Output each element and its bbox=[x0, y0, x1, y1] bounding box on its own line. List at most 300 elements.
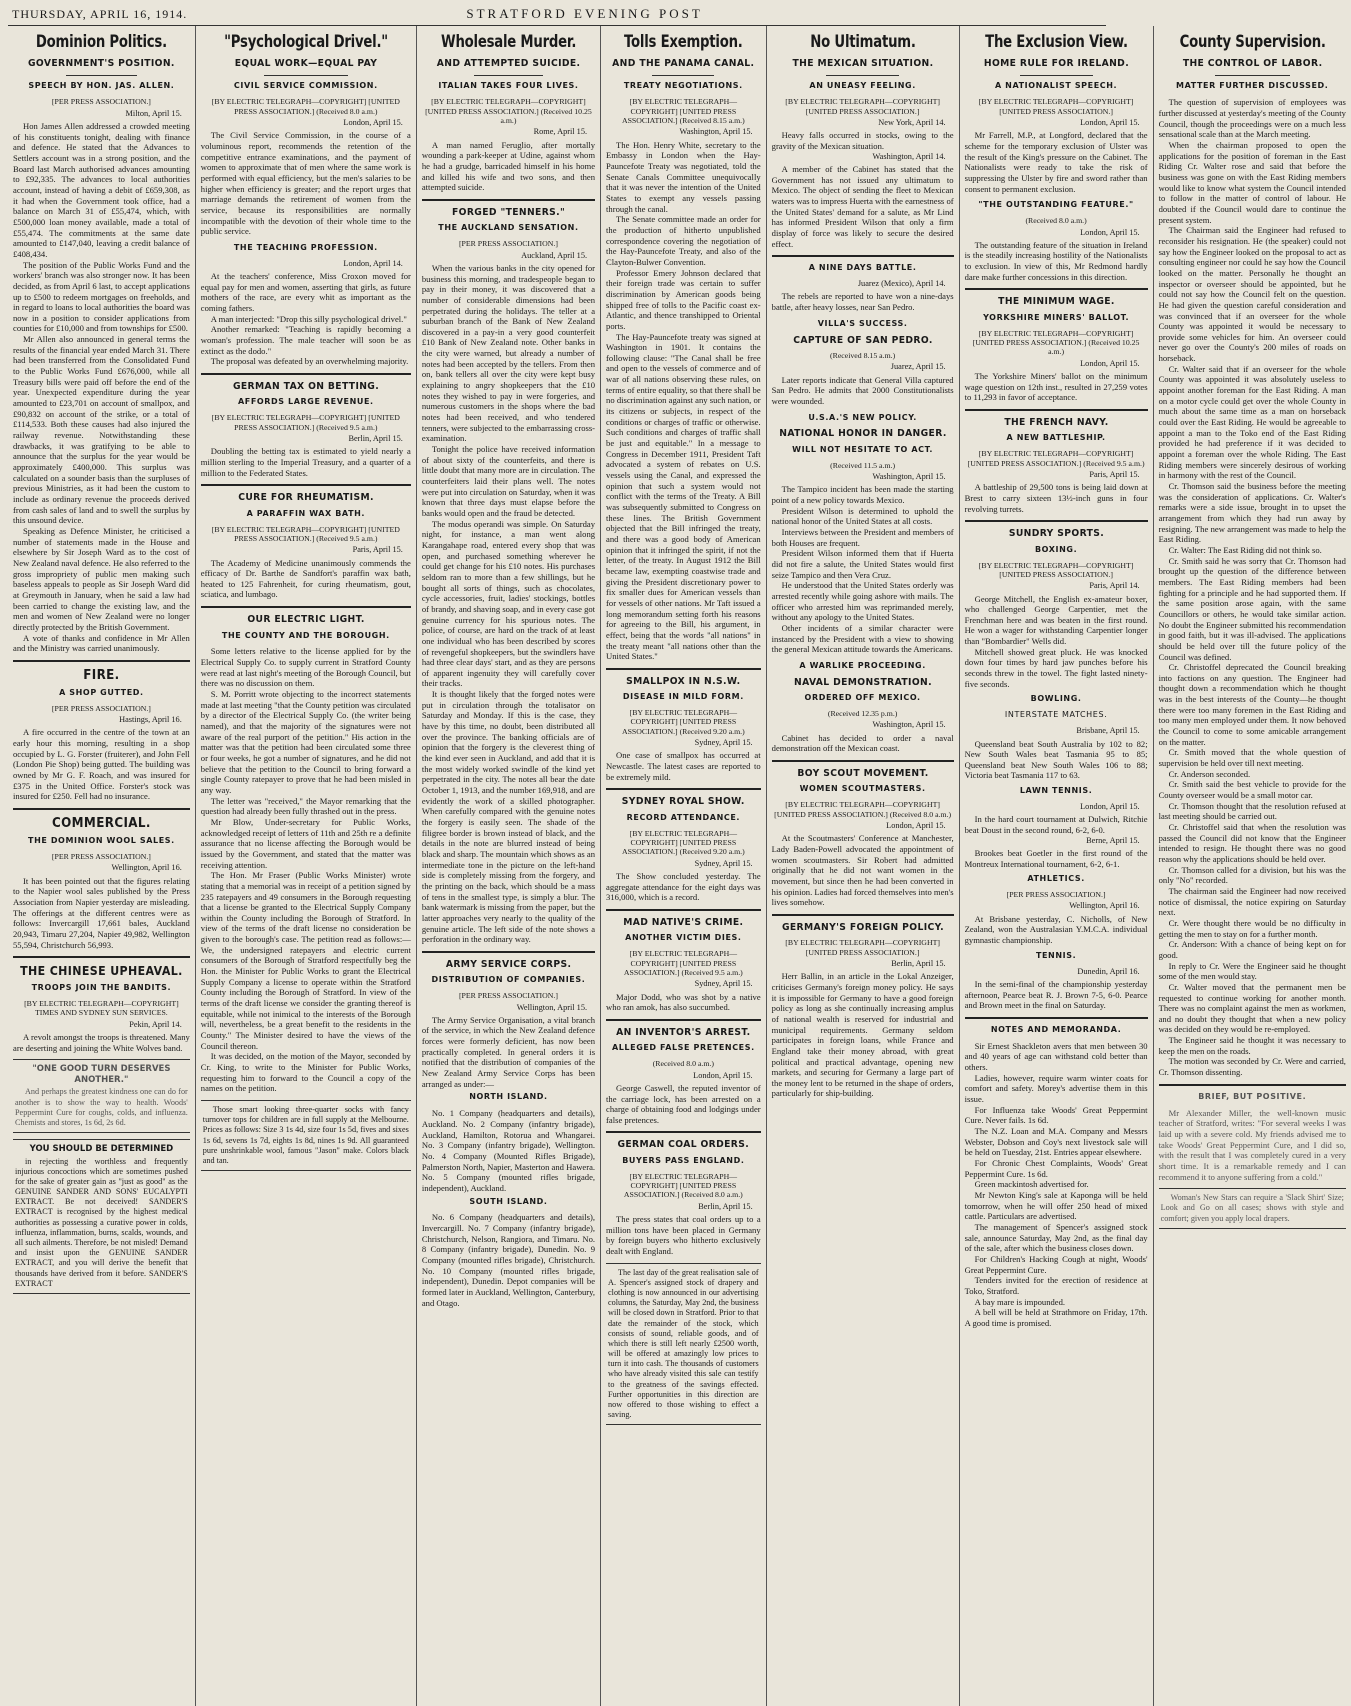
advert-body: Woman's New Stars can require a 'Slack Shirt' Size; Look and Go on all cases; shows with style and comfort; given you apply local drapers. bbox=[1160, 1193, 1344, 1223]
headline: AN INVENTOR'S ARREST. bbox=[616, 1026, 751, 1038]
paragraph: One case of smallpox has occurred at Newcastle. The latest cases are reported to be extremely mild. bbox=[606, 750, 761, 782]
headline: THE FRENCH NAVY. bbox=[1003, 417, 1109, 429]
headline: THE CHINESE UPHEAVAL. bbox=[20, 964, 183, 979]
article-tolls-exemption bbox=[606, 32, 761, 662]
article-boy-scout bbox=[772, 768, 954, 908]
paragraph: The Army Service Organisation, a vital branch of the service, in which the New Zealand defence forces were formerly deficient, has now been practically completed. In general orders it is notified that the distribution of companies of the New Zealand Army Service Corps has been arranged as under:— bbox=[421, 1014, 596, 1089]
credit-line: (Received 8.15 a.m.) bbox=[830, 350, 896, 360]
paragraph: The Senate committee made an order for the production of hitherto unpublished correspondence covering the negotiation of the Hay-Pauncefote Treaty, and also of the Clayton-Bulwer Convention. bbox=[606, 214, 761, 267]
section-rule bbox=[201, 484, 411, 486]
subheadline-2: A NATIONALIST SPEECH. bbox=[994, 81, 1118, 91]
advert-body: in rejecting the worthless and frequently injurious concoctions which are sometimes pushed for the sake of greater gain as "just as good" as the GENUINE SANDER AND SONS' EUCALYPTI EXTRACT. Be not deceived! SANDER'S EXTRACT is recognised by the highest medical authorities as possessing a curative power in colds, influenza, inflammation, burns, scalds, wounds, and all such ailments. Therefore, be not misled! Demand and insist upon the GENUINE SANDER EXTRACT, and you will derive the benefit that thousands have derived from it before. SANDER'S EXTRACT bbox=[15, 1156, 188, 1288]
dateline: Juarez (Mexico), April 14. bbox=[857, 279, 946, 289]
section-rule bbox=[13, 956, 190, 958]
advertisement bbox=[606, 1263, 761, 1426]
paragraph: Cr. Smith said the best vehicle to provide for the County overseer would be a small motor car. bbox=[1158, 779, 1346, 801]
article-notes-memoranda bbox=[965, 1025, 1148, 1329]
headline: GERMAN TAX ON BETTING. bbox=[232, 381, 379, 392]
subheadline: EQUAL WORK—EQUAL PAY bbox=[234, 58, 378, 70]
column-6 bbox=[960, 26, 1154, 1706]
advert-heading: YOU SHOULD BE DETERMINED bbox=[29, 1144, 174, 1155]
advert-body: The last day of the great realisation sale of A. Spencer's assigned stock of drapery and clothing is now announced in our advertising columns, the Saturday, May 2nd, the business will be closed down in Stratford. Prior to that date the remainder of the stock, which consists of sound, reliable goods, and of which there is still left nearly £2500 worth, will be offered at amazingly low prices to turn it into cash. The thousands of customers who have already visited this sale can testify to the greatness of the savings effected. Further opportunities in this direction are now offered to those wishing to effect a saving. bbox=[608, 1267, 759, 1420]
subheadline: THE DOMINION WOOL SALES. bbox=[28, 836, 175, 846]
dateline: New York, April 14. bbox=[878, 118, 946, 128]
credit-line: [BY ELECTRIC TELEGRAPH—COPYRIGHT] [UNITED PRESS ASSOCIATION.] (Received 9.5 a.m.) bbox=[211, 524, 400, 543]
column-2 bbox=[196, 26, 417, 1706]
credit-line: [BY ELECTRIC TELEGRAPH—COPYRIGHT] [UNITED PRESS ASSOCIATION.] (Received 9.5 a.m.) bbox=[623, 949, 743, 977]
section-rule bbox=[1159, 1084, 1346, 1086]
dateline: Berlin, April 15. bbox=[348, 433, 403, 443]
credit-line: [PER PRESS ASSOCIATION.] bbox=[51, 703, 151, 713]
section-label: NORTH ISLAND. bbox=[469, 1092, 548, 1102]
subheadline: A SHOP GUTTED. bbox=[59, 687, 144, 697]
headline: SUNDRY SPORTS. bbox=[1008, 528, 1104, 540]
paragraph: Mr Newton King's sale at Kaponga will be held tomorrow, when he will offer 250 head of mixed cattle. Particulars are advertised. bbox=[964, 1189, 1148, 1222]
paragraph: Major Dodd, who was shot by a native who ran amok, has also succumbed. bbox=[606, 991, 761, 1013]
divider bbox=[652, 75, 714, 76]
paragraph: Sir Ernest Shackleton avers that men between 30 and 40 years of age can withstand cold better than others. bbox=[964, 1040, 1148, 1073]
paragraph: Ladies, however, require warm winter coats for comfort and safety. Morey's advertise them in this issue. bbox=[964, 1072, 1148, 1105]
paragraph: It is thought likely that the forged notes were put in circulation through the totalisator on Saturday and Monday. If this is the case, they have by this time, no doubt, been distributed all over the province. The banking officials are of opinion that the forgery is the cleverest thing of the kind ever seen in Auckland, and add that it is the most widely worked swindle of the kind yet perpetrated in the city. The notes all bear the date October 1, 1913, and the number 169,918, and are evidently the work of a skilled photographer. When carefully compared with the genuine notes the forgery is easily seen. The shade of the filigree border is brown instead of black, and the details in the note are blurred instead of being black and sharp. The mountain which shows as an intermediate tone in the picture on the left-hand side is completely missing from the forgery, and the printing on the back, which should be a mass of tens in the smallest type, is simply a blur. The bank watermark is missing from the paper, but the latter approaches very nearly to the quality of the genuine article. The left side of the note shows a perforation in the ordinary way. bbox=[421, 689, 596, 945]
dateline: London, April 15. bbox=[693, 1070, 753, 1080]
paragraph: Cr. Christoffel deprecated the Council breaking into factions on any question. The Engineer had thought down a recommendation which he thought was in the best interests of the County—he thought there were too many foremen in the East Riding and too many men employed under them. It now behoved the Council to come to some amicable arrangement on the matter. bbox=[1158, 662, 1346, 747]
paragraph: A bay mare is impounded. bbox=[974, 1296, 1066, 1307]
article-german-tax bbox=[201, 381, 411, 478]
dateline: Washington, April 15. bbox=[872, 472, 946, 482]
advertisement bbox=[1159, 1188, 1346, 1229]
paragraph: Tonight the police have received information of about sixty of the counterfeits, and there is little doubt that many more are in circulation. The counterfeiters laid their plans well. The notes were put into circulation on Saturday, when it was known that three days must elapse before the banks would open and the fraud be detected. bbox=[421, 444, 596, 518]
paragraph: Hon James Allen addressed a crowded meeting of his constituents tonight, dealing with finance and defence. He stated that the Advances to Settlers account was in a strong position, and the Board last March authorised advances amounting to £92,335. The advances to local authorities account, instead of having a debit of £659,308, as it had when the Government took office, had a balance on March 31 of £55,474, which, with £500,000 loan money available, made a total of £55,474. The commitments at the same date amounted to £147,040, leaving a credit balance of £408,434. bbox=[13, 121, 190, 259]
article-commercial bbox=[13, 816, 190, 950]
section-rule bbox=[13, 808, 190, 810]
paragraph: Mr Alexander Miller, the well-known music teacher of Stratford, writes: "For several weeks I was laid up with a severe cold. My friends advised me to take Woods' Great Peppermint Cure, and I did so, with the result that I was completely cured in a very short time. It is a remarkable remedy and I can recommend it to anyone suffering from a cold." bbox=[1158, 1107, 1346, 1182]
article-warlike-proceeding bbox=[772, 661, 954, 754]
section-rule bbox=[965, 520, 1148, 522]
divider bbox=[66, 75, 137, 76]
paragraph: Cr. Anderson: With a chance of being kept on for good. bbox=[1158, 939, 1346, 960]
article-mad-native bbox=[606, 917, 761, 1013]
divider bbox=[826, 75, 899, 76]
subheadline: NAVAL DEMONSTRATION. bbox=[793, 676, 932, 688]
headline: MAD NATIVE'S CRIME. bbox=[623, 917, 744, 928]
subheadline: THE AUCKLAND SENSATION. bbox=[438, 223, 579, 233]
subheadline: THE MEXICAN SITUATION. bbox=[792, 58, 934, 70]
dateline: London, April 15. bbox=[1080, 118, 1140, 128]
paragraph: The Hon. Henry White, secretary to the Embassy in London when the Hay-Pauncefote Treaty was negotiated, told the Senate Canals Committee unequivocally that it was never the intention of the United States to exempt any vessels passing through the canal. bbox=[606, 139, 761, 214]
advert-body: And perhaps the greatest kindness one can do for another is to show the way to health. Woods' Peppermint Cure for coughs, colds, and influenza. Chemists and stores, 1s 6d, 2s 6d. bbox=[15, 1087, 188, 1127]
paragraph: A fire occurred in the centre of the town at an early hour this morning, resulting in a shop occupied by L. G. Forster (fruiterer), and John Fell (London Pie Shop) being gutted. The building was owned by Mr G. F. Roach, and was insured for £375 in the United Office. Forster's stock was insured for £250. Fell had no insurance. bbox=[13, 727, 190, 802]
paragraph: The press states that coal orders up to a million tons have been placed in Germany by foreign buyers who hitherto exclusively dealt with England. bbox=[606, 1214, 761, 1257]
paragraph: A man named Feruglio, after mortally wounding a park-keeper at Udine, against whom he had a grudge, barricaded himself in his home and killed his wife and two sons, and then attempted suicide. bbox=[421, 139, 596, 193]
headline: BRIEF, BUT POSITIVE. bbox=[1198, 1091, 1307, 1101]
article-wholesale-murder bbox=[422, 32, 595, 193]
paragraph: Cr. Smith said he was sorry that Cr. Thomson had brought up the question of the difference between members. The East Riding members had been fighting for a principle and he had supported them. If the same position arose again, with the same Councillors or others, he would take similar action. No doubt the Engineer submitted his recommendation in good faith, but it was ill-advised. The applications should be held over till the future policy of the Council was defined. bbox=[1158, 555, 1346, 662]
subheadline: THE TEACHING PROFESSION. bbox=[233, 242, 378, 252]
headline: SYDNEY ROYAL SHOW. bbox=[621, 796, 745, 808]
paragraph: For Influenza take Woods' Great Peppermint Cure. Never fails. 1s 6d. bbox=[964, 1104, 1148, 1126]
credit-line: [BY ELECTRIC TELEGRAPH—COPYRIGHT] [UNITED PRESS ASSOCIATION.] bbox=[785, 938, 940, 957]
article-sundry-sports bbox=[965, 528, 1148, 1011]
subheadline-2: INTERSTATE MATCHES. bbox=[1004, 710, 1108, 720]
credit-line: [BY ELECTRIC TELEGRAPH—COPYRIGHT] [UNITED PRESS ASSOCIATION.] bbox=[978, 97, 1134, 116]
section-rule bbox=[422, 199, 595, 201]
article-germany-foreign-policy bbox=[772, 922, 954, 1099]
paragraph: A man interjected: "Drop this silly psychological drivel." bbox=[210, 313, 407, 324]
paragraph: Cr. Were thought there would be no difficulty in getting the men to stay on for a further month. bbox=[1158, 917, 1346, 939]
divider bbox=[264, 75, 348, 76]
credit-line: [PER PRESS ASSOCIATION.] bbox=[458, 991, 558, 1001]
paragraph: Cr. Thomson called for a division, but his was the only "No" recorded. bbox=[1158, 864, 1346, 886]
subheadline: THE COUNTY AND THE BOROUGH. bbox=[221, 630, 390, 640]
paragraph: The Civil Service Commission, in the course of a voluminous report, recommends the retention of the competitive entrance examinations, and the payment of women to approximate that of men where the same work is performed with equal efficiency, but the men's salaries to be higher when efficiency is greater; and the report urges that marriage demands the retirement of women from the service, because its responsibilities are normally incompatible with the devotion of their whole time to the public service. bbox=[200, 130, 411, 237]
section-rule bbox=[422, 951, 595, 953]
advert-heading: "ONE GOOD TURN DESERVES ANOTHER." bbox=[32, 1064, 171, 1085]
paragraph: It was decided, on the motion of the Mayor, seconded by Cr. King, to write to the Minister for Public Works, requesting him to forward to the Council a copy of the names on the petition. bbox=[200, 1051, 411, 1094]
dateline: London, April 15. bbox=[1080, 802, 1140, 812]
credit-line: [PER PRESS ASSOCIATION.] bbox=[51, 852, 151, 862]
dateline: Sydney, April 15. bbox=[694, 979, 753, 989]
section-rule bbox=[965, 409, 1148, 411]
credit-line: (Received 8.0 a.m.) bbox=[652, 1059, 714, 1069]
paragraph: A battleship of 29,500 tons is being laid down at Brest to carry sixteen 13½-inch guns in four revolving turrets. bbox=[964, 482, 1148, 514]
subheadline: TROOPS JOIN THE BANDITS. bbox=[31, 983, 172, 993]
paragraph: At the Scoutmasters' Conference at Manchester, Lady Baden-Powell advocated the appointment of women scoutmasters. Sir Robert had admitted originally that he did not want women in the movement, but since then he had been converted in his opinion. Ladies had forced themselves into men's lives somehow. bbox=[771, 833, 954, 908]
subheadline-2: TREATY NEGOTIATIONS. bbox=[623, 81, 743, 91]
paragraph: No. 1 Company (headquarters and details), Auckland. No. 2 Company (infantry brigade), Auckland, Hamilton, Rotorua and Whangarei. No. 3 Company (infantry brigade), Wellington. No. 4 Company (Mounted Rifles Brigade), Palmerston North, Napier, Masterton and Hawera. No. 5 Company (mounted rifles brigade, independent), Auckland. bbox=[421, 1108, 596, 1193]
headline: U.S.A.'S NEW POLICY. bbox=[808, 412, 917, 422]
credit-line: (Received 8.0 a.m.) bbox=[1025, 216, 1087, 226]
credit-line: [PER PRESS ASSOCIATION.] bbox=[1006, 890, 1106, 900]
paper-name: STRATFORD EVENING POST bbox=[466, 6, 703, 21]
dateline: London, April 15. bbox=[886, 821, 946, 831]
subheadline-2: CIVIL SERVICE COMMISSION. bbox=[233, 81, 378, 91]
headline: ARMY SERVICE CORPS. bbox=[445, 958, 572, 970]
subheadline-2: ORDERED OFF MEXICO. bbox=[804, 693, 921, 703]
paragraph: In reply to Cr. Were the Engineer said he thought some of the men would stay. bbox=[1158, 960, 1346, 982]
paragraph: Later reports indicate that General Villa captured San Pedro. He admits that 2000 Constitutionalists were wounded. bbox=[771, 374, 954, 406]
paragraph: The chairman said the Engineer had now received notice of dismissal, the notice expiring on Saturday next. bbox=[1158, 885, 1346, 918]
dateline: Brisbane, April 15. bbox=[1076, 726, 1140, 736]
subheadline: DISEASE IN MILD FORM. bbox=[622, 692, 744, 702]
section-rule bbox=[201, 373, 411, 375]
subheadline: NATIONAL HONOR IN DANGER. bbox=[778, 428, 947, 440]
paragraph: When the various banks in the city opened for business this morning, and tradespeople began to pay in their money, it was discovered that a number of considerable dimensions had been perpetrated during the holidays. The teller at a suburban branch of the Bank of New Zealand discovered in a pay-in a very good counterfeit £10 Bank of New Zealand note. Other banks in the city were warned, but already a number of notes had been accepted by the tellers. From then on, bank tellers all over the city were kept busy explaining to angry shopkeepers that the £10 notes they wished to pay in were forgeries, and numerous customers in the shops where the bad notes had been received, and who tendered tenners, were subjected to the embarrassing cross-examination. bbox=[421, 262, 596, 444]
article-german-coal bbox=[606, 1139, 761, 1256]
paragraph: Cr. Thomson thought that the resolution refused at last meeting should be carried out. bbox=[1158, 800, 1346, 822]
dateline: London, April 14. bbox=[343, 258, 403, 268]
issue-date: THURSDAY, APRIL 16, 1914. bbox=[12, 7, 188, 21]
paragraph: The Tampico incident has been made the starting point of a new policy towards Mexico. bbox=[771, 484, 954, 506]
subheadline-2: AN UNEASY FEELING. bbox=[809, 81, 916, 91]
section-rule bbox=[201, 606, 411, 608]
dateline: Washington, April 14. bbox=[872, 151, 946, 161]
paragraph: Another remarked: "Teaching is rapidly becoming a woman's profession. The male teacher will soon be as extinct as the dodo." bbox=[200, 324, 411, 356]
headline: A NINE DAYS BATTLE. bbox=[808, 263, 917, 273]
dateline: Paris, April 15. bbox=[1089, 470, 1140, 479]
subheadline: A NEW BATTLESHIP. bbox=[1006, 433, 1106, 443]
subheadline: AND THE PANAMA CANAL. bbox=[612, 58, 755, 70]
subheadline: AFFORDS LARGE REVENUE. bbox=[237, 397, 374, 407]
paragraph: Mr Blow, Under-secretary for Public Works, acknowledged receipt of letters of 11th and 25th re a definite assurance that no license affecting the Borough would be issued by the Government, and stated that the matter was receiving attention. bbox=[200, 816, 411, 870]
headline: GERMAN COAL ORDERS. bbox=[617, 1139, 750, 1151]
credit-line: [BY ELECTRIC TELEGRAPH—COPYRIGHT] [UNITED PRESS ASSOCIATION.] (Received 9.20 a.m.) bbox=[621, 708, 745, 736]
article-french-navy bbox=[965, 417, 1148, 514]
subheadline: A PARAFFIN WAX BATH. bbox=[246, 508, 366, 518]
paragraph: President Wilson informed them that if Huerta did not fire a salute, the United States would first seize Tampico and then Vera Cruz. bbox=[771, 548, 954, 580]
paragraph: Heavy falls occurred in stocks, owing to the gravity of the Mexican situation. bbox=[771, 130, 954, 151]
paragraph: Mitchell showed great pluck. He was knocked down four times by hard jaw punches before his seconds threw in the towel. The fight lasted ninety-five seconds. bbox=[964, 646, 1148, 689]
subheadline: ANOTHER VICTIM DIES. bbox=[625, 933, 742, 943]
headline: THE MINIMUM WAGE. bbox=[997, 296, 1115, 308]
dateline: London, April 15. bbox=[343, 118, 403, 128]
divider bbox=[1215, 75, 1290, 76]
paragraph: A revolt amongst the troops is threatened. Many are deserting and joining the White Wolves band. bbox=[13, 1032, 190, 1053]
dateline: London, April 15. bbox=[1080, 227, 1140, 237]
paragraph: The Hon. Mr Fraser (Public Works Minister) wrote stating that a memorial was in receipt of a petition signed by 235 ratepayers and 49 consumers in the Borough requesting that a license be granted to the Electrical Supply Company within the County including the Borough of Stratford. In view of the terms of the draft license no consideration be given to the borough's case. The petition read as follows:—We, the undersigned ratepayers and electric current consumers of the Borough of Stratford respectfully beg the Hon. the Minister for Public Works to grant the Electrical Supply Company a license to operate within the Stratford County including the Borough of Stratford. In view of the terms of the draft license we consider the granting thereof is equitable, while not inimical to the interests of the Borough will, nevertheless, be a great benefit to the residents in the County." The Minister desired to have the views of the Council thereon. bbox=[200, 870, 411, 1051]
dateline: Paris, April 14. bbox=[1089, 581, 1140, 591]
divider bbox=[474, 75, 543, 76]
paragraph: In the semi-final of the championship yesterday afternoon, Pearce beat R. J. Brown 7-5, 6-0. Pearce and Brown meet in the final on Saturday. bbox=[964, 978, 1148, 1011]
article-electric-light bbox=[201, 614, 411, 1094]
headline: FORGED "TENNERS." bbox=[451, 206, 566, 218]
credit-line: [BY ELECTRIC TELEGRAPH—COPYRIGHT] [UNITED PRESS ASSOCIATION.] (Received 9.20 a.m.) bbox=[621, 828, 745, 857]
advertisement bbox=[13, 1139, 190, 1294]
dateline: Rome, April 15. bbox=[533, 127, 588, 137]
dateline: Pekin, April 14. bbox=[129, 1019, 182, 1029]
paragraph: The Show concluded yesterday. The aggregate attendance for the eight days was 316,000, which is a record. bbox=[606, 871, 761, 903]
section-rule bbox=[13, 660, 190, 662]
paragraph: In the hard court tournament at Dulwich, Ritchie beat Doust in the second round, 6-2, 6-0. bbox=[964, 814, 1148, 835]
dateline: Washington, April 15. bbox=[679, 127, 753, 137]
subheadline: WOMEN SCOUTMASTERS. bbox=[799, 784, 926, 794]
paragraph: He understood that the United States orderly was arrested recently while going ashore with mails. The officer who arrested him was reprimanded merely, without any apology to the United States. bbox=[771, 580, 954, 623]
article-usa-new-policy bbox=[772, 413, 954, 655]
paragraph: Cabinet has decided to order a naval demonstration off the Mexican coast. bbox=[771, 732, 954, 754]
dateline: Wellington, April 15. bbox=[516, 1002, 588, 1012]
paragraph: Mr Farrell, M.P., at Longford, declared that the scheme for the temporary exclusion of Ulster was the result of the King's pressure on the Cabinet. The Nationalists were ready to take the risk of suppressing the Ulster by fire and sword rather than consent to permanent exclusion. bbox=[964, 130, 1148, 194]
credit-line: [BY ELECTRIC TELEGRAPH—COPYRIGHT] [UNITED PRESS ASSOCIATION.] bbox=[978, 560, 1134, 579]
paragraph: George Caswell, the reputed inventor of the carriage lock, has been arrested on a charge of obtaining food and lodgings under false pretences. bbox=[606, 1082, 761, 1125]
paragraph: The N.Z. Loan and M.A. Company and Messrs Webster, Dobson and Coy's next livestock sale will be held on Tuesday, 21st. Entries appear elsewhere. bbox=[964, 1126, 1148, 1158]
section-rule bbox=[772, 255, 954, 257]
subheadline: LAWN TENNIS. bbox=[1019, 786, 1093, 796]
headline: GERMANY'S FOREIGN POLICY. bbox=[781, 921, 944, 933]
headline: Wholesale Murder. bbox=[440, 32, 576, 52]
dateline: Berne, April 15. bbox=[1086, 835, 1140, 845]
paragraph: Doubling the betting tax is estimated to yield nearly a million sterling to the Imperial Treasury, and a quarter of a million to the Federated States. bbox=[200, 446, 411, 478]
section-rule bbox=[772, 760, 954, 762]
paragraph: Some letters relative to the license applied for by the Electrical Supply Co. to supply current in Stratford County were read at last night's meeting of the Borough Council, but there was no discussion on them. bbox=[200, 646, 411, 689]
subheadline-2: WILL NOT HESITATE TO ACT. bbox=[792, 444, 934, 454]
article-fire bbox=[13, 668, 190, 802]
paragraph: At the teachers' conference, Miss Croxon moved for equal pay for men and women, asserting that girls, as future mothers of the race, are every whit as important as the coming fathers. bbox=[200, 271, 411, 314]
paragraph: Cr. Thomson said the business before the meeting was the consideration of applications. Cr. Walter's remarks were a side issue, brought in to upset the arrangement from which they had run away by resigning. The new arrangement was made to help the East Riding. bbox=[1158, 481, 1346, 545]
paragraph: The Hay-Pauncefote treaty was signed at Washington in 1901. It contains the following clause: "The Canal shall be free and open to the vessels of commerce and of war of all nations observing these rules, on terms of entire equality, so that there shall be no discrimination against any such nation, or its citizens or subjects, in respect of the conditions or charges of traffic or otherwise. Such conditions and charges of traffic shall be just and equitable." In a message to Congress in December 1911, President Taft advocated a system of rebates on U.S. vessels using the Canal, and expressed the opinion that such a system would not conflict with the terms of the Treaty. A Bill was subsequently submitted to Congress on these lines. The British Government objected that the Bill infringed the treaty, and there was a good body of American opinion that it infringed the spirit, if not the letter, of the treaty. In August 1912 the Bill became law, exempting coastwise trade and giving the President discretionary power to fix smaller dues for American vessels than for vessels of other nations. Mr Taft issued a long memorandum setting forth his reasons for agreeing to the Bill, his argument, in effect, being that the words "all nations" in the treaty meant "all nations other than the United States." bbox=[606, 331, 761, 662]
subheadline: BUYERS PASS ENGLAND. bbox=[622, 1155, 745, 1165]
section-label: SOUTH ISLAND. bbox=[469, 1196, 548, 1206]
paragraph: Herr Ballin, in an article in the Lokal Anzeiger, criticises Germany's foreign money policy. He says it is impossible for Germany to have a good foreign policy as long as she continually increasing amplus of national wealth is reserved for industrial and municipal requirements. Germany seldom participates in foreign loans, while France and England take their money abroad, with great political and practical advantage, opening new markets, and securing for Germany a large part of the money lent to be returned in the shape of orders, particularly for ship-building. bbox=[771, 971, 954, 1099]
article-brief-but-positive bbox=[1159, 1092, 1346, 1183]
dateline: Sydney, April 15. bbox=[694, 858, 753, 868]
credit-line: [BY ELECTRIC TELEGRAPH—COPYRIGHT] [UNITED PRESS ASSOCIATION.] (Received 8.0 a.m.) bbox=[623, 1171, 743, 1200]
credit-line: [BY ELECTRIC TELEGRAPH—COPYRIGHT] [UNITED PRESS ASSOCIATION.] (Received 10.25 a.m.) bbox=[425, 97, 592, 126]
column-4 bbox=[601, 26, 767, 1706]
credit-line: [BY ELECTRIC TELEGRAPH—COPYRIGHT] [UNITED PRESS ASSOCIATION.] bbox=[785, 97, 940, 116]
article-no-ultimatum bbox=[772, 32, 954, 249]
article-forged-tenners bbox=[422, 207, 595, 945]
subheadline: BOXING. bbox=[1034, 544, 1078, 554]
headline: FIRE. bbox=[83, 667, 120, 683]
article-dominion-politics bbox=[13, 32, 190, 654]
subheadline: ALLEGED FALSE PRETENCES. bbox=[611, 1043, 755, 1053]
credit-line: [BY ELECTRIC TELEGRAPH—COPYRIGHT] [UNITED PRESS ASSOCIATION.] (Received 9.5 a.m.) bbox=[967, 449, 1145, 468]
dateline: Berlin, April 15. bbox=[891, 958, 946, 968]
paragraph: The question of supervision of employees was further discussed at yesterday's meeting of the County Council, though the proceedings were on a much less sensational scale than at the March meeting. bbox=[1158, 97, 1346, 140]
headline: A WARLIKE PROCEEDING. bbox=[799, 660, 926, 670]
paragraph: Mr Allen also announced in general terms the results of the financial year ended March 31. There had been transferred from the Consolidated Fund to the Public Works Fund £676,000, while all Treasury bills were paid off before the end of the year. Unexpected expenditure during the year amounted to £23,701 on account of smallpox, and £90,832 on account of the strike, or a total of £114,533. Both these causes had also injured the railway revenue. Notwithstanding these drawbacks, it was gratifying to be able to announce that the surplus for the year would be approximately £400,000. This surplus was calculated on a sounder basis than the surpluses of previous Ministries, as it had been the custom to include as ordinary revenue the proceeds derived from cash sales of land and to swell the surplus by this unsound device. bbox=[13, 334, 190, 526]
article-villas-success bbox=[772, 319, 954, 407]
paragraph: The rebels are reported to have won a nine-days battle, after heavy losses, near San Pedro. bbox=[771, 291, 954, 313]
advertisement bbox=[201, 1100, 411, 1171]
paragraph: The proposal was defeated by an overwhelming majority. bbox=[210, 356, 409, 367]
headline: No Ultimatum. bbox=[809, 32, 916, 52]
paragraph: The Academy of Medicine unanimously commends the efficacy of Dr. Barthe de Sandfort's paraffin wax bath, heated to 125 Fahrenheit, for curing rheumatism, gout, sciatica, and lumbago. bbox=[200, 557, 411, 600]
paragraph: A bell will be held at Strathmore on Friday, 17th. A good time is promised. bbox=[964, 1307, 1148, 1328]
subheadline: ATHLETICS. bbox=[1027, 874, 1085, 884]
paragraph: The Chairman said the Engineer had refused to reconsider his resignation. He (the speaker) could not say how the Engineer looked on the proposal to act as consulting engineer nor could he say how the Council looked on the matter. Personally he thought an inspector or overseer should be appointed, but he could not say how the Council felt on the question. He had given the question careful consideration and was convinced that if an overseer for the whole County was appointed it would be necessary to provide some vehicles for him. An overseer could never go over the County's 200 miles of roads on horseback. bbox=[1158, 225, 1346, 364]
dateline: Milton, April 15. bbox=[125, 108, 182, 118]
paragraph: At Brisbane yesterday, C. Nicholls, of New Zealand, won the Australasian Y.M.C.A. individual gymnastic championship. bbox=[964, 913, 1148, 946]
paragraph: For Children's Hacking Cough at night, Woods' Great Peppermint Cure. bbox=[964, 1253, 1148, 1275]
dateline: Wellington, April 16. bbox=[1069, 901, 1140, 911]
subheadline-2: ITALIAN TAKES FOUR LIVES. bbox=[438, 81, 579, 91]
subheadline: HOME RULE FOR IRELAND. bbox=[983, 58, 1129, 70]
headline: SMALLPOX IN N.S.W. bbox=[626, 675, 741, 687]
headline: "Psychological Drivel." bbox=[223, 32, 388, 52]
dateline: Washington, April 15. bbox=[872, 720, 946, 730]
subheadline: RECORD ATTENDANCE. bbox=[626, 812, 741, 822]
paragraph: Professor Emery Johnson declared that their foreign trade was certain to suffer discrimination by American goods being shipped free of tolls to the Pacific coast ex-Atlantic, and thence transhipped to Oriental ports. bbox=[606, 267, 761, 331]
credit-line: [BY ELECTRIC TELEGRAPH—COPYRIGHT] [UNITED PRESS ASSOCIATION.] (Received 8.15 a.m.) bbox=[621, 97, 745, 126]
dateline: Berlin, April 15. bbox=[698, 1201, 753, 1211]
credit-line: (Received 12.35 p.m.) bbox=[827, 709, 898, 719]
credit-line: [BY ELECTRIC TELEGRAPH—COPYRIGHT] [UNITED PRESS ASSOCIATION.] (Received 9.5 a.m.) bbox=[211, 413, 400, 432]
credit-line: [BY ELECTRIC TELEGRAPH—COPYRIGHT] [UNITED PRESS ASSOCIATION.] (Received 8.0 a.m.) bbox=[774, 800, 952, 819]
paragraph: Other incidents of a similar character were instanced by the President with a view to showing the general Mexican attitude towards the Americans. bbox=[771, 622, 954, 655]
paragraph: Interviews between the President and members of both Houses are frequent. bbox=[771, 527, 954, 548]
paragraph: George Mitchell, the English ex-amateur boxer, who challenged George Carpentier, met the Frenchman here and was beaten in the first round. He won a wager for withstanding Carpentier longer than "Bombardier" Wells did. bbox=[964, 593, 1148, 647]
section-rule bbox=[606, 668, 761, 670]
columns bbox=[8, 26, 1346, 1706]
paragraph: When the chairman proposed to open the applications for the position of foreman in the East Riding Cr. Walter rose and said that before the business was gone on with the East Riding members would like to know what system the Council intended to follow in the matter of control of labour. He doubted if the Council would dare to continue the present system. bbox=[1158, 140, 1346, 225]
paragraph: Cr. Walter moved that the permanent men be requested to continue working for another month. There was no complaint against the men as workmen, and no doubt they thought that when a new policy was decided on they would be re-employed. bbox=[1158, 981, 1346, 1035]
paragraph: Brookes beat Goetler in the first round of the Montreux International tournament, 6-2, 6-1. bbox=[964, 847, 1148, 869]
article-army-service-corps bbox=[422, 959, 595, 1308]
section-rule bbox=[606, 909, 761, 911]
headline: BOY SCOUT MOVEMENT. bbox=[797, 768, 929, 780]
column-7 bbox=[1154, 26, 1351, 1706]
credit-line: (Received 11.5 a.m.) bbox=[830, 460, 896, 470]
dateline: Auckland, April 15. bbox=[521, 250, 588, 260]
paragraph: A member of the Cabinet has stated that the Government has not issued any ultimatum to Mexico. The object of sending the fleet to Mexican waters was to impress Huerta with the earnestness of the United States' demand for a salute, as Mr Lind has informed President Wilson that only a firm display of force was likely to secure the desired effect. bbox=[771, 163, 954, 249]
headline: Dominion Politics. bbox=[35, 32, 167, 52]
article-inventor-arrest bbox=[606, 1027, 761, 1126]
subheadline-2: SPEECH BY HON. JAS. ALLEN. bbox=[28, 81, 175, 91]
dateline: Juarez, April 15. bbox=[890, 362, 946, 372]
paragraph: The letter was "received," the Mayor remarking that the question had already been fully thrashed out in the press. bbox=[200, 795, 411, 817]
article-sydney-show bbox=[606, 796, 761, 903]
dateline: Sydney, April 15. bbox=[694, 738, 753, 748]
subheadline: BOWLING. bbox=[1030, 694, 1082, 704]
paragraph: Speaking as Defence Minister, he criticised a number of statements made in the House and elsewhere by Sir Joseph Ward as to the cost of New Zealand naval defence. He also referred to the gross impropriety of public men making such baseless appeals to people as Sir Joseph Ward did at Greymouth in January, when he said a law had been carried to change the existing law, and the men and women of New Zealand were no longer directly protected by the British Government. bbox=[13, 525, 190, 632]
column-3 bbox=[417, 26, 601, 1706]
advertisement bbox=[13, 1059, 190, 1133]
paragraph: No. 6 Company (headquarters and details), Invercargill. No. 7 Company (infantry brigade), Christchurch, Nelson, Rangiora, and Timaru. No. 8 Company (infantry brigade), Dunedin. No. 9 Company (mounted rifles brigade), Christchurch. No. 10 Company (mounted rifles brigade, independent), Dunedin. Depot companies will be formed later in Auckland, Wellington, Canterbury, and Otago. bbox=[421, 1212, 596, 1308]
subheadline: "THE OUTSTANDING FEATURE." bbox=[978, 200, 1134, 210]
paragraph: Cr. Walter: The East Riding did not think so. bbox=[1168, 544, 1322, 555]
credit-line: [BY ELECTRIC TELEGRAPH—COPYRIGHT] [UNITED PRESS ASSOCIATION.] (Received 8.0 a.m.) bbox=[211, 97, 400, 116]
headline: Tolls Exemption. bbox=[624, 32, 743, 52]
subheadline: TENNIS. bbox=[1035, 950, 1077, 960]
paragraph: The motion was seconded by Cr. Were and carried, Cr. Thomson dissenting. bbox=[1158, 1056, 1346, 1078]
column-1 bbox=[8, 26, 196, 1706]
section-rule bbox=[606, 1131, 761, 1133]
subheadline-2: MATTER FURTHER DISCUSSED. bbox=[1176, 81, 1329, 91]
paragraph: The Yorkshire Miners' ballot on the minimum wage question on 12th inst., resulted in 27,259 votes to 11,293 in favor of acceptance. bbox=[964, 371, 1148, 403]
paragraph: For Chronic Chest Complaints, Woods' Great Peppermint Cure. 1s 6d. bbox=[964, 1158, 1148, 1179]
article-exclusion-view bbox=[965, 32, 1148, 282]
paragraph: Cr. Walter said that if an overseer for the whole County was appointed it was absolutely useless to appoint another foreman for the East Riding. A man on a motor cycle could get over the whole County in much about the same time as a man on horseback could over the East Riding. He would be agreeable to appoint a man to the Toko end of the East Riding provided he had preference if it was decided to appoint a foreman over the whole Riding. The East Riding members were sincerely desirous of working in harmony with the rest of the Council. bbox=[1158, 363, 1346, 481]
masthead bbox=[8, 4, 1106, 26]
credit-line: [PER PRESS ASSOCIATION.] bbox=[458, 239, 558, 249]
headline: County Supervision. bbox=[1179, 32, 1326, 52]
credit-line: [PER PRESS ASSOCIATION.] bbox=[51, 97, 151, 107]
dateline: Wellington, April 16. bbox=[111, 863, 182, 873]
section-rule bbox=[606, 788, 761, 790]
article-chinese-upheaval bbox=[13, 964, 190, 1053]
subheadline: CAPTURE OF SAN PEDRO. bbox=[792, 334, 933, 346]
headline: COMMERCIAL. bbox=[51, 816, 151, 832]
paragraph: Cr. Christoffel said that when the resolution was passed the Council did not know that the Engineer intended to resign. He thought there was no good reason why the applications should be held over. bbox=[1158, 822, 1346, 864]
section-rule bbox=[772, 914, 954, 916]
headline: OUR ELECTRIC LIGHT. bbox=[247, 614, 365, 626]
dateline: Dunedin, April 16. bbox=[1077, 966, 1140, 976]
section-rule bbox=[606, 1019, 761, 1021]
column-5 bbox=[767, 26, 960, 1706]
paragraph: It has been pointed out that the figures relating to the Napier wool sales published by the Press Association from Napier yesterday are misleading. The offerings at the different centres were as follows: Invercargill 17,661 bales, Auckland 20,943, Timaru 27,204, Napier 49,982, Wellington 55,594, Christchurch 56,993. bbox=[13, 875, 190, 950]
subheadline: AND ATTEMPTED SUICIDE. bbox=[436, 58, 581, 70]
section-rule bbox=[965, 1017, 1148, 1019]
paragraph: The outstanding feature of the situation in Ireland is the steadily increasing hostility of the Nationalists to exclusion. In view of this, Mr Redmond hardly dare make further concessions in this direction. bbox=[964, 239, 1148, 282]
subheadline: DISTRIBUTION OF COMPANIES. bbox=[431, 975, 586, 985]
dateline: Paris, April 15. bbox=[352, 545, 403, 555]
paragraph: The Engineer said he thought it was necessary to keep the men on the roads. bbox=[1158, 1035, 1346, 1056]
paragraph: President Wilson is determined to uphold the national honor of the United States at all costs. bbox=[771, 505, 954, 527]
subheadline: GOVERNMENT'S POSITION. bbox=[27, 58, 175, 70]
subheadline: YORKSHIRE MINERS' BALLOT. bbox=[983, 312, 1130, 322]
paragraph: A vote of thanks and confidence in Mr Allen and the Ministry was carried unanimously. bbox=[13, 632, 190, 654]
credit-line: [BY ELECTRIC TELEGRAPH—COPYRIGHT] [UNITED PRESS ASSOCIATION.] (Received 10.25 a.m.) bbox=[972, 328, 1140, 357]
article-smallpox bbox=[606, 676, 761, 783]
paragraph: Cr. Anderson seconded. bbox=[1168, 768, 1251, 779]
paragraph: The position of the Public Works Fund and the workers' branch was also stronger now. It has been decided, as from April 6 last, to accept applications up to £500 to redeem mortgages on freeholds, and in regard to loans to local authorities the board was now in a position to consider applications from counties for £10,000 and from townships for £500. bbox=[13, 259, 190, 334]
headline: VILLA'S SUCCESS. bbox=[817, 318, 908, 328]
paragraph: The modus operandi was simple. On Saturday night, for instance, a man went along Karangahape road, entered every shop that was open, and purchased something wherever he could get change for his £10 notes. His purchases seldom ran to more than a few shillings, but he bought all sorts of things, such as chocolates, cycle accessories, fruit, ladies' stockings, bottles of brandy, and shaving soap, and in every case got genuine currency for his spurious notes. The police, of course, are hard on the track of at least one individual who has been described by scores of revengeful shopkeepers, but the swindlers have had three clear days' start, and as they are persons of apparent ingenuity they will carefully cover their tracks. bbox=[421, 518, 596, 689]
credit-line: [BY ELECTRIC TELEGRAPH—COPYRIGHT] TIMES AND SYDNEY SUN SERVICES. bbox=[24, 999, 179, 1018]
paragraph: The management of Spencer's assigned stock sale, announce Saturday, May 2nd, as the final day of the sale, after which the business closes down. bbox=[964, 1221, 1148, 1254]
paragraph: S. M. Porritt wrote objecting to the incorrect statements made at last meeting "that the County petition was circulated by a director of the Electrical Supply Co. (the writer being named), and that the majority of the signatures were not aware of the real purport of the petition." His action in the matter was that the petition had been circulated some three or four weeks, he got a number of signatures, and he did not believe that the petition to the Council to bring forward a single County ratepayer to prove that he had been misled in any way. bbox=[200, 689, 411, 795]
paragraph: Tenders invited for the erection of residence at Toko, Stratford. bbox=[964, 1275, 1148, 1296]
